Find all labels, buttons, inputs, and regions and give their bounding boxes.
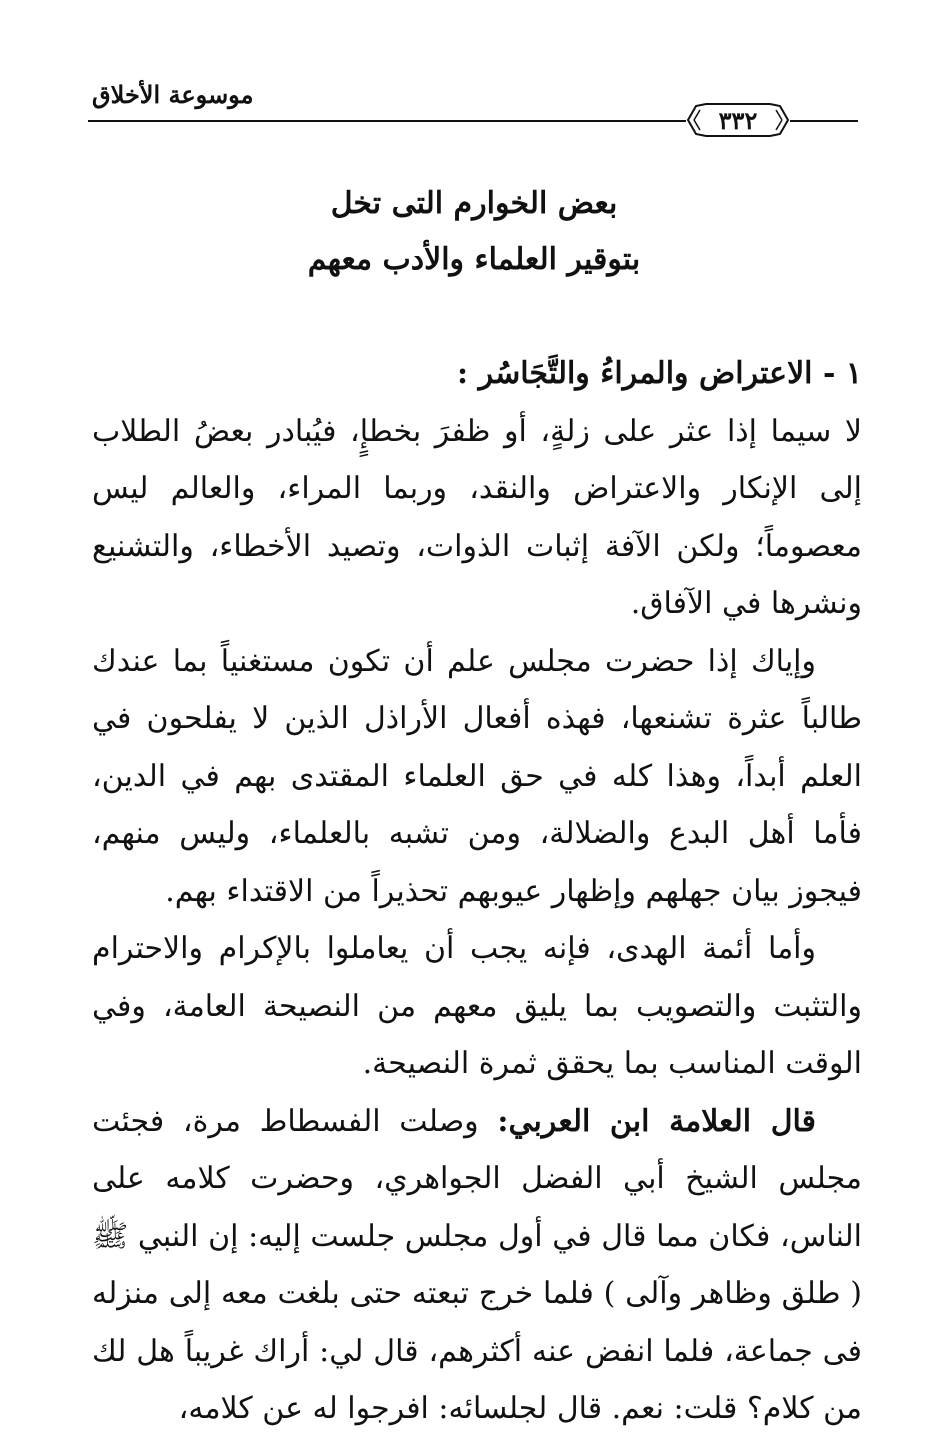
- section-heading: ١ - الاعتراض والمراءُ والتَّجَاسُر :: [457, 356, 862, 391]
- paragraph-1: لا سيما إذا عثر على زلةٍ، أو ظفرَ بخطإٍ، فيُبادر بعضُ الطلاب إلى الإنكار والاعتراض والنقد، وربما المراء، والعالم ليس معصوماً؛ ولكن الآفة إثبات الذوات، وتصيد الأخطاء، والتشنيع ونشرها في الآفاق.: [92, 413, 862, 621]
- quote-attribution: قال العلامة ابن العربي:: [497, 1103, 816, 1139]
- quote-text: وصلت الفسطاط مرة، فجئت مجلس الشيخ أبي الفضل الجواهري، وحضرت كلامه على الناس، فكان مما قال في أول مجلس جلست إليه: إن النبي ﷺ ( طلق وظاهر وآلى ) فلما خرج تبعته حتى بلغت معه إلى منزله فى جماعة، فلما انفض عنه أكثرهم، قال لي: أراك غريباً هل لك من كلام؟ قلت: نعم. قال لجلسائه: افرجوا له عن كلامه،: [92, 1103, 862, 1426]
- header-rule-left: [88, 120, 686, 122]
- page-number-ornament: [686, 100, 790, 140]
- body-text: [92, 345, 862, 1438]
- chapter-title-line2: بتوقير العلماء والأدب معهم: [307, 242, 641, 277]
- book-title: موسوعة الأخلاق: [92, 80, 254, 109]
- paragraph-3: وأما أئمة الهدى، فإنه يجب أن يعاملوا بالإكرام والاحترام والتثبت والتصويب بما يليق معهم من النصيحة العامة، وفي الوقت المناسب بما يحقق ثمرة النصيحة.: [92, 931, 862, 1081]
- chapter-title-line1: بعض الخوارم التى تخل: [330, 186, 618, 221]
- paragraph-4: [92, 1093, 862, 1438]
- header-rule-right: [790, 120, 858, 122]
- page-number: ٣٣٢: [718, 106, 758, 135]
- paragraph-2: وإياك إذا حضرت مجلس علم أن تكون مستغنياً بما عندك طالباً عثرة تشنعها، فهذه أفعال الأراذل الذين لا يفلحون في العلم أبداً، وهذا كله في حق العلماء المقتدى بهم في الدين، فأما أهل البدع والضلالة، ومن تشبه بالعلماء، وليس منهم، فيجوز بيان جهلهم وإظهار عيوبهم تحذيراً من الاقتداء بهم.: [92, 643, 862, 909]
